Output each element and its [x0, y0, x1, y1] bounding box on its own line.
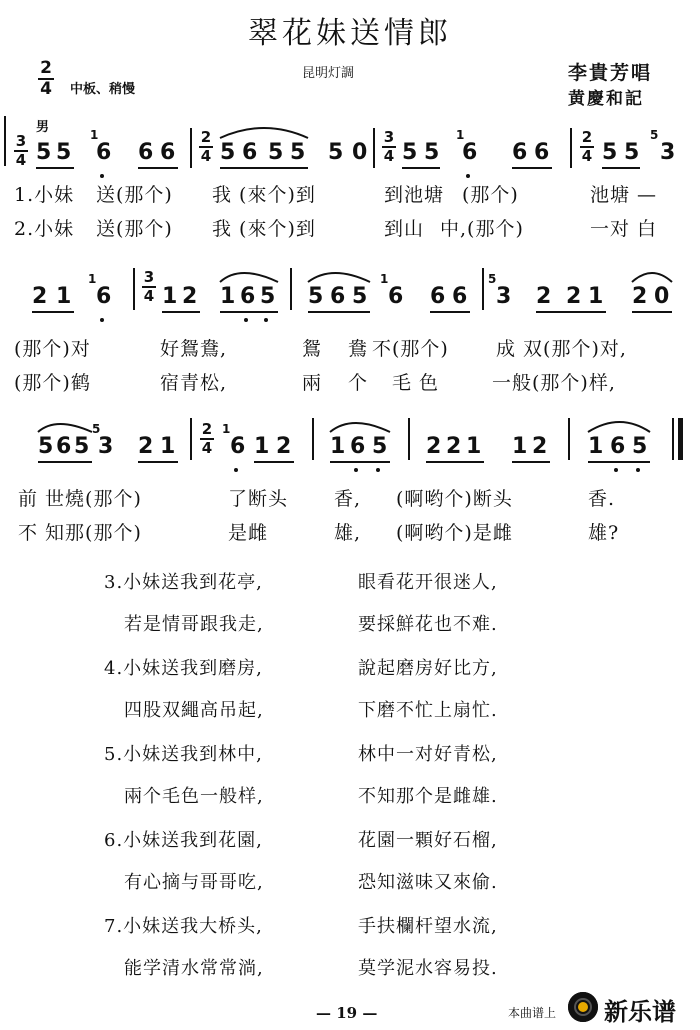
note: 6 — [160, 140, 176, 165]
ts-2-4-b: 2 4 — [581, 128, 593, 165]
note: 1 — [220, 284, 236, 309]
ts-3-4-c: 3 4 — [143, 268, 155, 305]
lyric-verse-1: 前 世燒(那个) — [18, 488, 142, 510]
grace-note: 1 — [222, 422, 231, 436]
verse-line: 莫学泥水容易投. — [358, 958, 498, 979]
note: 6 — [462, 140, 478, 165]
lyric-verse-2: 个 — [348, 372, 369, 394]
verse-line: 6.小妹送我到花園, — [104, 830, 263, 851]
note: 2 — [276, 434, 292, 459]
note: 5 — [36, 140, 52, 165]
note: 6 — [242, 140, 258, 165]
verse-line: 若是情哥跟我走, — [124, 614, 264, 635]
note: 1 — [56, 284, 72, 309]
lyric-verse-1: (那个)对 — [14, 338, 91, 360]
note: 6 — [430, 284, 446, 309]
notator-credit: 黄慶和記 — [568, 89, 644, 109]
note: 1 — [162, 284, 178, 309]
note: 6 — [138, 140, 154, 165]
note: 1 — [160, 434, 176, 459]
lyric-verse-2: 宿青松, — [160, 372, 228, 394]
site-logo — [568, 990, 696, 1026]
lyric-verse-1: 成 双(那个)对, — [496, 338, 627, 360]
note: 2 — [446, 434, 462, 459]
note: 2 — [532, 434, 548, 459]
note: 1 — [254, 434, 270, 459]
note: 0 — [352, 140, 368, 165]
ts-3-4: 3 4 — [15, 132, 27, 169]
note: 5 — [220, 140, 236, 165]
verse-line: 下磨不忙上扇忙. — [358, 700, 498, 721]
lyric-verse-2: 一般(那个)样, — [492, 372, 616, 394]
note: 6 — [240, 284, 256, 309]
lyric-verse-2: 毛 色 — [392, 372, 440, 394]
note: 5 — [328, 140, 344, 165]
verse-line: 四股双繩高吊起, — [124, 700, 264, 721]
lyric-verse-2: 一对 白 — [590, 218, 658, 240]
page-title: 翠花妹送情郎 — [248, 16, 452, 51]
verse-line: 手扶欄杆望水流, — [358, 916, 498, 937]
grace-note: 5 — [488, 272, 497, 286]
lyric-verse-1: 我 (來个)到 — [212, 184, 316, 206]
lyric-verse-2: 我 (來个)到 — [212, 218, 316, 240]
note: 6 — [512, 140, 528, 165]
lyric-verse-2: 是雌 — [228, 522, 269, 544]
note: 3 — [98, 434, 114, 459]
ts-top: 2 — [40, 58, 52, 78]
grace-note: 1 — [456, 128, 465, 142]
grace-note: 5 — [650, 128, 659, 142]
note: 5 — [602, 140, 618, 165]
note: 2 — [566, 284, 582, 309]
note: 2 — [138, 434, 154, 459]
note: 5 — [74, 434, 90, 459]
note: 5 — [260, 284, 276, 309]
verse-line: 5.小妹送我到林中, — [104, 744, 263, 765]
lyric-verse-1: (那个) — [462, 184, 519, 206]
note: 5 — [352, 284, 368, 309]
note: 1 — [512, 434, 528, 459]
verse-line: 恐知滋味又來偷. — [358, 872, 498, 893]
lyric-verse-1: 不(那个) — [372, 338, 449, 360]
grace-note: 1 — [380, 272, 389, 286]
lyric-verse-1: 1.小妹 — [14, 184, 75, 206]
singer-credit: 李貴芳唱 — [568, 62, 653, 84]
verse-line: 說起磨房好比方, — [358, 658, 498, 679]
note: 5 — [268, 140, 284, 165]
note: 6 — [96, 140, 112, 165]
lyric-verse-1: 好鴛鴦, — [160, 338, 228, 360]
verse-line: 4.小妹送我到磨房, — [104, 658, 263, 679]
verse-line: 3.小妹送我到花亭, — [104, 572, 263, 593]
lyric-verse-1: 池塘 — — [590, 184, 658, 206]
lyric-verse-1: 香, — [334, 488, 362, 510]
note: 2 — [426, 434, 442, 459]
note: 2 — [182, 284, 198, 309]
grace-note: 1 — [88, 272, 97, 286]
verse-line: 眼看花开很迷人, — [358, 572, 498, 593]
lyric-verse-2: 雄, — [334, 522, 362, 544]
verse-line: 不知那个是雌雄. — [358, 786, 498, 807]
lyric-verse-1: (啊哟个)断头 — [396, 488, 513, 510]
lyric-verse-1: 到池塘 — [384, 184, 445, 206]
lyric-verse-2: 兩 — [302, 372, 323, 394]
note: 5 — [290, 140, 306, 165]
lyric-verse-1: 鴦 — [348, 338, 369, 360]
verse-line: 7.小妹送我大桥头, — [104, 916, 263, 937]
verse-line: 林中一对好青松, — [358, 744, 498, 765]
vinyl-icon — [568, 992, 598, 1022]
note: 2 — [536, 284, 552, 309]
note: 1 — [330, 434, 346, 459]
ts-2-4-c: 2 4 — [201, 420, 213, 457]
note: 2 — [632, 284, 648, 309]
verse-line: 有心摘与哥哥吃, — [124, 872, 264, 893]
note: 3 — [660, 140, 676, 165]
note: 2 — [32, 284, 48, 309]
note: 6 — [330, 284, 346, 309]
note: 3 — [496, 284, 512, 309]
verse-line: 兩个毛色一般样, — [124, 786, 264, 807]
lyric-verse-1: 了断头 — [228, 488, 289, 510]
lyric-verse-2: 雄? — [588, 522, 620, 544]
lyric-verse-2: 送(那个) — [96, 218, 173, 240]
note: 5 — [424, 140, 440, 165]
verse-line: 能学清水常常淌, — [124, 958, 264, 979]
note: 6 — [350, 434, 366, 459]
note: 5 — [372, 434, 388, 459]
lyric-verse-1: 送(那个) — [96, 184, 173, 206]
lyric-verse-2: 中,(那个) — [440, 218, 524, 240]
ts-bottom: 4 — [40, 79, 52, 99]
note: 6 — [388, 284, 404, 309]
note: 0 — [654, 284, 670, 309]
lyric-verse-2: (那个)鹤 — [14, 372, 91, 394]
note: 6 — [56, 434, 72, 459]
ts-3-4-b: 3 4 — [383, 128, 395, 165]
grace-note: 1 — [90, 128, 99, 142]
note: 5 — [402, 140, 418, 165]
lyric-verse-2: 到山 — [384, 218, 425, 240]
note: 1 — [588, 434, 604, 459]
verse-line: 花園一顆好石榴, — [358, 830, 498, 851]
verse-line: 要採鮮花也不难. — [358, 614, 498, 635]
style-marking: 昆明灯調 — [302, 66, 355, 81]
lyric-verse-2: 2.小妹 — [14, 218, 75, 240]
source-note: 本曲谱上 — [508, 1006, 557, 1020]
logo-text: 新乐谱 — [604, 998, 676, 1026]
note: 5 — [632, 434, 648, 459]
note: 1 — [588, 284, 604, 309]
note: 6 — [534, 140, 550, 165]
note: 6 — [452, 284, 468, 309]
note: 6 — [610, 434, 626, 459]
lyric-verse-2: 不 知那(那个) — [18, 522, 142, 544]
note: 5 — [56, 140, 72, 165]
note: 1 — [466, 434, 482, 459]
note: 5 — [624, 140, 640, 165]
lyric-verse-1: 鴛 — [302, 338, 323, 360]
ts-2-4: 2 4 — [200, 128, 212, 165]
note: 6 — [96, 284, 112, 309]
tempo-marking: 中板、稍慢 — [70, 82, 136, 97]
voice-mark: 男 — [36, 120, 50, 135]
grace-note: 5 — [92, 422, 101, 436]
page-number: — 19 — — [316, 1004, 378, 1022]
lyric-verse-1: 香. — [588, 488, 616, 510]
lyric-verse-2: (啊哟个)是雌 — [396, 522, 513, 544]
note: 5 — [38, 434, 54, 459]
note: 6 — [230, 434, 246, 459]
note: 5 — [308, 284, 324, 309]
